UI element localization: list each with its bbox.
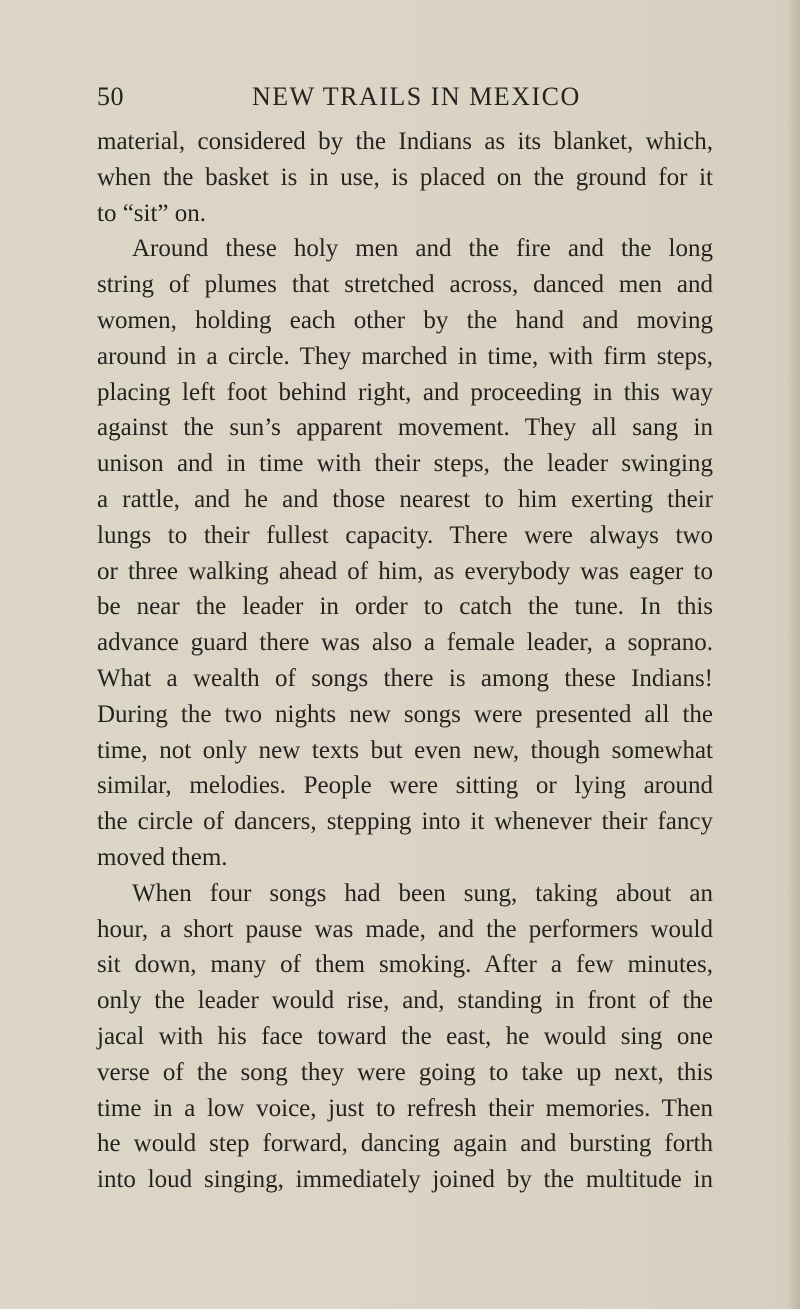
- text-line: against the sun’s apparent movement. They all sang in: [97, 414, 713, 442]
- text-line: only the leader would rise, and, standing in front of the: [97, 987, 713, 1015]
- running-head: [97, 82, 707, 122]
- text-line: time in a low voice, just to refresh their memories. Then: [97, 1094, 713, 1122]
- text-line: string of plumes that stretched across, danced men and: [97, 271, 713, 299]
- text-line: Around these holy men and the fire and the long: [132, 235, 713, 263]
- text-line: During the two nights new songs were presented all the: [97, 700, 713, 728]
- text-line: time, not only new texts but even new, though somewhat: [97, 736, 713, 764]
- text-line: the circle of dancers, stepping into it whenever their fancy: [97, 808, 713, 836]
- text-line: unison and in time with their steps, the leader swinging: [97, 450, 713, 478]
- text-line: sit down, many of them smoking. After a few minutes,: [97, 951, 713, 979]
- text-line: jacal with his face toward the east, he would sing one: [97, 1022, 713, 1050]
- text-line: be near the leader in order to catch the tune. In this: [97, 593, 713, 621]
- text-line: he would step forward, dancing again and bursting forth: [97, 1130, 713, 1158]
- text-line: when the basket is in use, is placed on the ground for it: [97, 163, 713, 191]
- text-line: hour, a short pause was made, and the performers would: [97, 915, 713, 943]
- text-line: or three walking ahead of him, as everybody was eager to: [97, 557, 713, 585]
- text-line: advance guard there was also a female leader, a soprano.: [97, 629, 713, 657]
- text-line: women, holding each other by the hand and moving: [97, 306, 713, 334]
- page-edge-shadow: [786, 0, 800, 1309]
- text-line: around in a circle. They marched in time, with firm steps,: [97, 342, 713, 370]
- text-line: into loud singing, immediately joined by the multitude in: [97, 1166, 713, 1194]
- text-line: When four songs had been sung, taking about an: [132, 879, 713, 907]
- text-line: a rattle, and he and those nearest to him exerting their: [97, 485, 713, 513]
- text-line: What a wealth of songs there is among these Indians!: [97, 664, 713, 692]
- text-line: similar, melodies. People were sitting or lying around: [97, 772, 713, 800]
- text-line: moved them.: [97, 843, 228, 871]
- page-number: 50: [97, 82, 124, 111]
- text-line: verse of the song they were going to take up next, this: [97, 1058, 713, 1086]
- text-line: lungs to their fullest capacity. There were always two: [97, 521, 713, 549]
- text-line: material, considered by the Indians as its blanket, which,: [97, 128, 713, 155]
- text-line: to “sit” on.: [97, 199, 207, 227]
- running-title: NEW TRAILS IN MEXICO: [252, 82, 581, 111]
- body-text: [97, 124, 713, 1198]
- text-line: placing left foot behind right, and proceeding in this way: [97, 378, 713, 406]
